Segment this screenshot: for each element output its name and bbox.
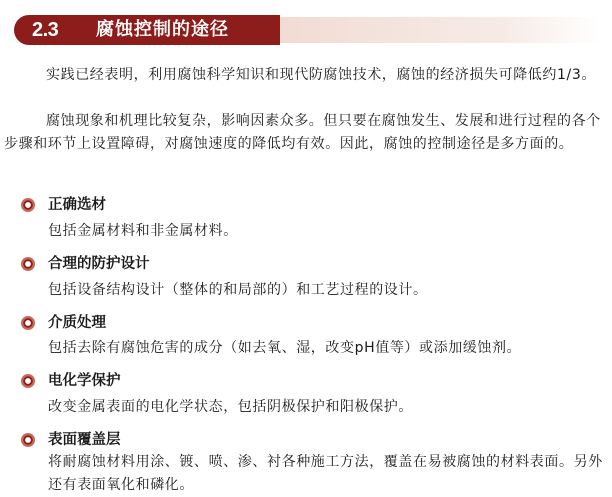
section-number: 2.3 [32, 19, 59, 41]
section-title: 腐蚀控制的途径 [96, 19, 229, 40]
item-body-5: 将耐腐蚀材料用涂、镀、喷、渗、衬各种施工方法，覆盖在易被腐蚀的材料表面。另外还有表面氧化和磷化。 [48, 454, 603, 493]
paragraph-2 [4, 110, 606, 156]
paragraph-1 [4, 64, 606, 87]
section-header-fade [280, 17, 600, 43]
paragraph-1-text: 实践已经表明，利用腐蚀科学知识和现代防腐蚀技术，腐蚀的经济损失可降低约1/3。 [46, 67, 596, 83]
item-body-3: 包括去除有腐蚀危害的成分（如去氧、湿，改变pH值等）或添加缓蚀剂。 [48, 340, 522, 356]
paragraph-2-text: 腐蚀现象和机理比较复杂，影响因素众多。但只要在腐蚀发生、发展和进行过程的各个步骤和环节上设置障碍，对腐蚀速度的降低均有效。因此，腐蚀的控制途径是多方面的。 [4, 113, 601, 152]
bullet-icon [21, 374, 35, 388]
item-title-1-label: 正确选材 [48, 197, 106, 213]
item-body-1: 包括金属材料和非金属材料。 [48, 223, 238, 239]
bullet-icon [21, 198, 35, 212]
item-title-4-label: 电化学保护 [48, 373, 121, 389]
item-title-5-label: 表面覆盖层 [48, 432, 121, 448]
bullet-icon [21, 257, 35, 271]
bullet-icon [21, 316, 35, 330]
item-body-4: 改变金属表面的电化学状态，包括阴极保护和阳极保护。 [48, 399, 413, 415]
item-title-3-label: 介质处理 [48, 315, 106, 331]
item-title-2-label: 合理的防护设计 [48, 256, 150, 272]
item-body-2: 包括设备结构设计（整体的和局部的）和工艺过程的设计。 [48, 282, 428, 298]
bullet-icon [21, 433, 35, 447]
section-header [14, 15, 600, 45]
